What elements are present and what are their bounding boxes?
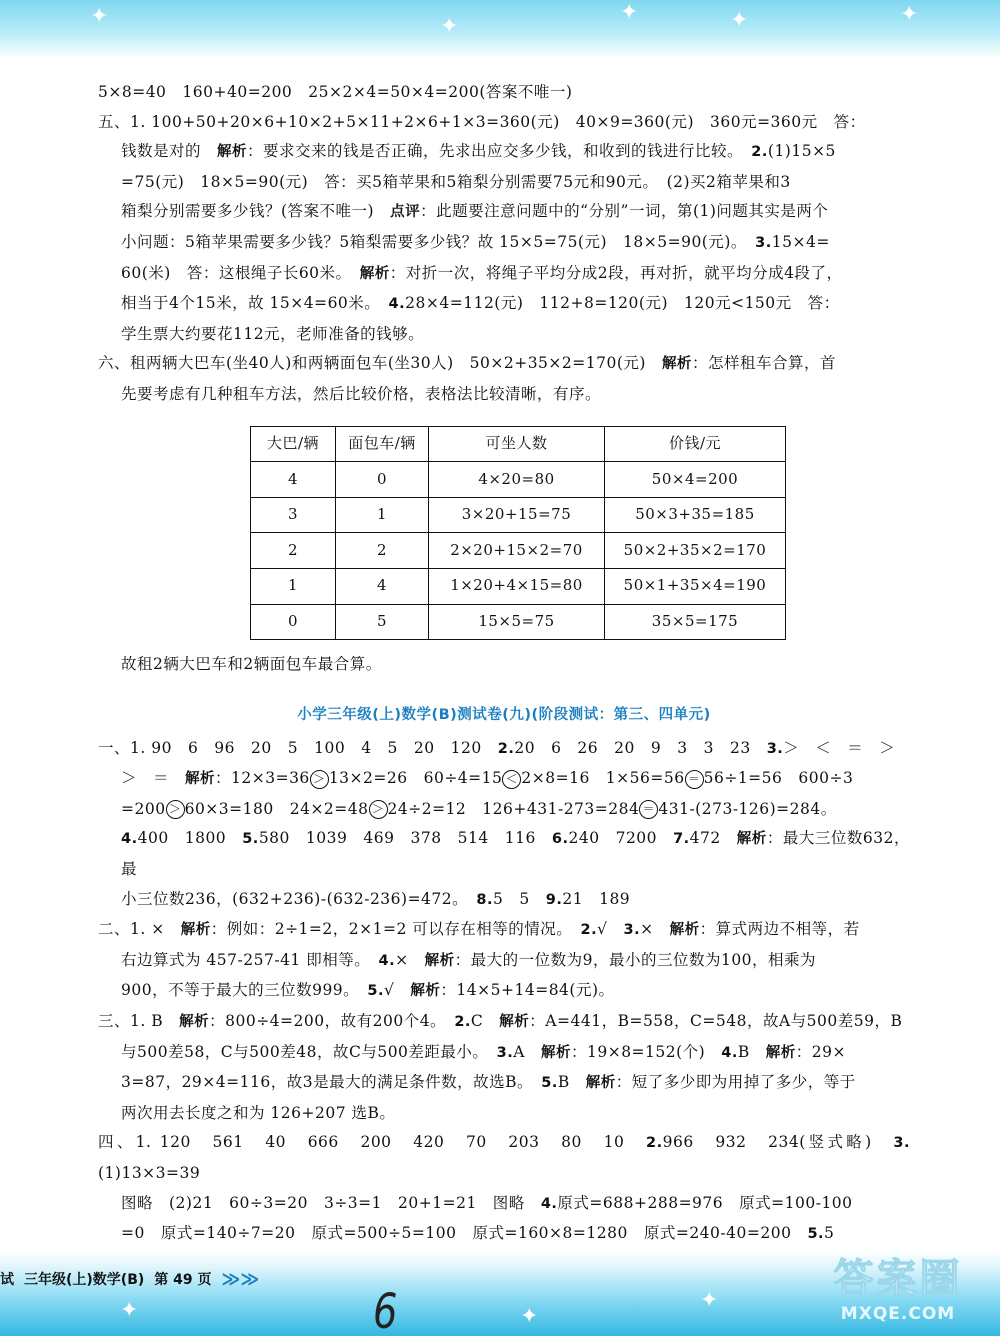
part-2-line: 右边算式为 457-257-41 即相等。 4.× 解析：最大的一位数为9，最小的三位数为100，相乘为: [121, 950, 817, 969]
handwritten-number: 6: [373, 1284, 398, 1340]
footer-grade: 三年级(上)数学(B): [24, 1272, 145, 1288]
table-cell: 4: [251, 462, 336, 498]
table-cell: 4: [336, 568, 429, 604]
watermark-main: 答案圈: [833, 1256, 963, 1302]
top-decorative-band: [0, 0, 1000, 58]
table-cell: 0: [336, 462, 429, 498]
watermark-logo: [808, 1255, 988, 1325]
sparkle-icon: ✦: [90, 4, 109, 29]
sparkle-icon: ✦: [730, 8, 749, 33]
table-cell: 3×20+15=75: [429, 497, 605, 533]
part-4-line: =0 原式=140÷7=20 原式=500÷5=100 原式=160×8=1280 原式=240-40=200 5.5: [121, 1224, 835, 1243]
part-2-line: 900，不等于最大的三位数999。 5.√ 解析：14×5+14=84(元)。: [121, 981, 615, 1000]
page-footer: [0, 1267, 259, 1291]
part-4-line: 四、1. 120 561 40 666 200 420 70 203 80 10 2.966 932 234(竖式略) 3.(1)13×3=39: [98, 1133, 910, 1182]
sparkle-icon: ✦: [620, 0, 639, 25]
table-header: 价钱/元: [605, 426, 786, 462]
section-5-line: 学生票大约要花112元，老师准备的钱够。: [121, 324, 425, 343]
section-6-line: 先要考虑有几种租车方法，然后比较价格，表格法比较清晰，有序。: [121, 384, 602, 403]
table-cell: 1×20+4×15=80: [429, 568, 605, 604]
table-header: 可坐人数: [429, 426, 605, 462]
table-row: [251, 533, 786, 569]
table-cell: 0: [251, 604, 336, 640]
table-row: [251, 604, 786, 640]
part-1-line: =200 ＞ 60×3=180 24×2=48 ＞ 24÷2=12 126+431-273=284 ＝ 431-(273-126)=284。: [121, 799, 837, 818]
sparkle-icon: ✦: [900, 2, 919, 27]
table-row: [251, 462, 786, 498]
part-1-line: 一、1. 90 6 96 20 5 100 4 5 20 120 2.20 6 26 20 9 3 3 23 3.＞ ＜ ＝ ＞: [98, 738, 896, 757]
footer-prefix: 试: [0, 1272, 14, 1288]
sparkle-icon: ✦: [520, 1304, 539, 1329]
part-2-line: 二、1. × 解析：例如：2÷1=2，2×1=2 可以存在相等的情况。 2.√ 3.× 解析：算式两边不相等，若: [98, 920, 860, 939]
table-row: [251, 568, 786, 604]
table-header: 大巴/辆: [251, 426, 336, 462]
section-5-line: 相当于4个15米，故 15×4=60米。 4.28×4=112(元) 112+8=120(元) 120元<150元 答：: [121, 294, 840, 313]
section-5-line: 钱数是对的 解析：要求交来的钱是否正确，先求出应交多少钱，和收到的钱进行比较。 2.(1)15×5: [121, 142, 836, 161]
table-cell: 2: [251, 533, 336, 569]
table-header-row: [251, 426, 786, 462]
rental-table: [250, 426, 786, 641]
section-title: 小学三年级(上)数学(B)测试卷(九)(阶段测试：第三、四单元): [297, 706, 711, 723]
table-cell: 50×1+35×4=190: [605, 568, 786, 604]
part-1-line: 4.400 1800 5.580 1039 469 378 514 116 6.240 7200 7.472 解析：最大三位数632，最: [121, 829, 911, 879]
part-1-line: ＞ ＝ 解析：12×3=36 ＞ 13×2=26 60÷4=15 ＜ 2×8=16 1×56=56 ＝ 56÷1=56 600÷3: [121, 769, 854, 788]
section-5-line: 箱梨分别需要多少钱？(答案不唯一) 点评：此题要注意问题中的“分别”一词，第(1)问题其实是两个: [121, 202, 829, 221]
table-cell: 50×4=200: [605, 462, 786, 498]
part-3-line: 与500差58，C与500差48，故C与500差距最小。 3.A 解析：19×8=152(个) 4.B 解析：29×: [121, 1042, 846, 1061]
double-arrow-icon: ≫≫: [221, 1268, 260, 1290]
section-5-line: 60(米) 答：这根绳子长60米。 解析：对折一次，将绳子平均分成2段，再对折，就平均分成4段了，: [121, 263, 843, 282]
part-3-line: 三、1. B 解析：800÷4=200，故有200个4。 2.C 解析：A=441，B=558，C=548，故A与500差59，B: [98, 1012, 903, 1031]
part-3-line: 3=87，29×4=116，故3是最大的满足条件数，故选B。 5.B 解析：短了多少即为用掉了多少，等于: [121, 1073, 856, 1092]
text-line: 5×8=40 160+40=200 25×2×4=50×4=200(答案不唯一): [98, 83, 573, 101]
section-5-line: 小问题：5箱苹果需要多少钱？5箱梨需要多少钱？故 15×5=75(元) 18×5=90(元)。 3.15×4=: [121, 232, 830, 251]
table-cell: 2×20+15×2=70: [429, 533, 605, 569]
table-cell: 3: [251, 497, 336, 533]
watermark-site: MXQE.COM: [840, 1304, 956, 1324]
sparkle-icon: ✦: [700, 1288, 719, 1313]
sparkle-icon: ✦: [440, 14, 459, 39]
table-cell: 50×3+35=185: [605, 497, 786, 533]
answer-content: [98, 78, 911, 1313]
table-cell: 5: [336, 604, 429, 640]
footer-page-number: 第 49 页: [154, 1272, 212, 1288]
table-cell: 1: [251, 568, 336, 604]
part-1-line: 小三位数236，(632+236)-(632-236)=472。 8.5 5 9.21 189: [121, 889, 631, 908]
section-5-line: 五、1. 100+50+20×6+10×2+5×11+2×6+1×3=360(元) 40×9=360(元) 360元=360元 答：: [98, 112, 866, 131]
part-3-line: 两次用去长度之和为 126+207 选B。: [121, 1103, 396, 1122]
table-cell: 2: [336, 533, 429, 569]
table-cell: 4×20=80: [429, 462, 605, 498]
table-cell: 15×5=75: [429, 604, 605, 640]
part-4-line: 图略 (2)21 60÷3=20 3÷3=1 20+1=21 图略 4.原式=688+288=976 原式=100-100: [121, 1193, 853, 1212]
section-5-line: =75(元) 18×5=90(元) 答：买5箱苹果和5箱梨分别需要75元和90元。 (2)买2箱苹果和3: [121, 172, 791, 191]
section-6-line: 六、租两辆大巴车(坐40人)和两辆面包车(坐30人) 50×2+35×2=170(元) 解析：怎样租车合算，首: [98, 354, 836, 373]
table-cell: 50×2+35×2=170: [605, 533, 786, 569]
conclusion-line: 故租2辆大巴车和2辆面包车最合算。: [121, 655, 382, 674]
sparkle-icon: ✦: [120, 1298, 139, 1323]
table-cell: 35×5=175: [605, 604, 786, 640]
table-row: [251, 497, 786, 533]
table-cell: 1: [336, 497, 429, 533]
table-header: 面包车/辆: [336, 426, 429, 462]
